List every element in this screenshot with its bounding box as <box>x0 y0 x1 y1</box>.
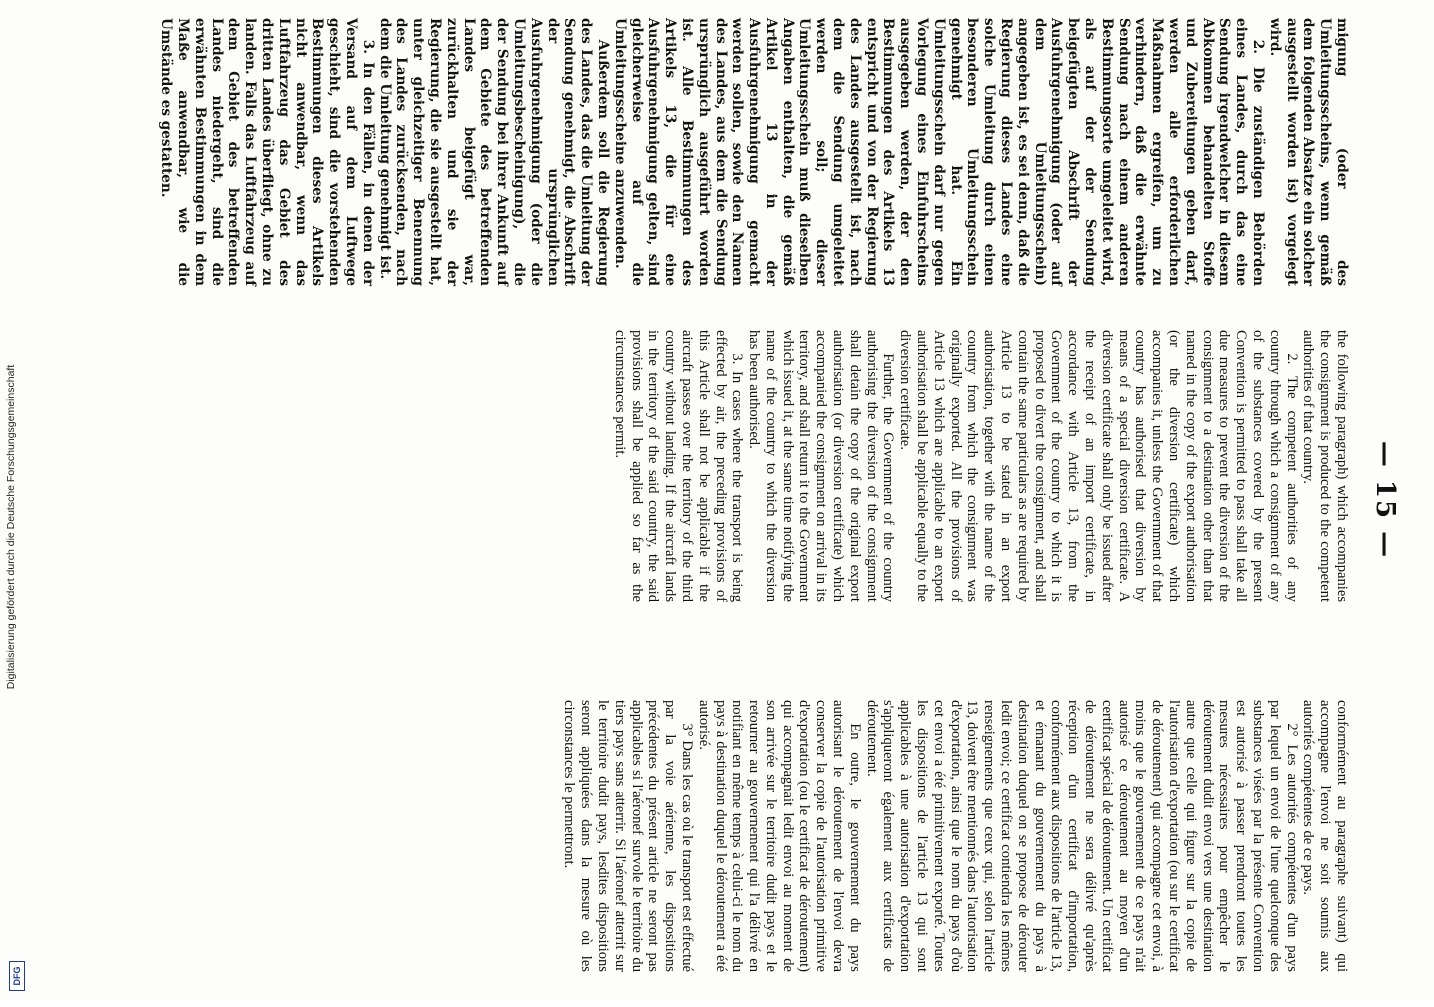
german-paragraph: Außerdem soll die Regierung des Landes, das die Umleitung der Sendung genehmigt, die Abschrift der ursprünglichen Ausfuhrgenehmigung (oder die Umleitungsbescheinigung), die der Sendung bei ihrer Ankunft auf dem Gebiete des betreffenden Landes beigefügt war, zurückhalten und sie der Regierung, die sie ausgestellt hat, unter gleichzeitiger Benennung des Landes zurücksenden, nach dem die Umleitung genehmigt ist. <box>376 18 611 286</box>
french-paragraph: 3° Dans les cas où le transport est effectué par la voie aérienne, les dispositions précédentes du présent article ne seront pas applicables si l'aéronef survole le territoire du tiers pays sans atterrir. Si l'aéronef atterrit sur le territoire dudit pays, lesdites dispositions seront appliquées dans la mesure où les circonstances le permettront. <box>561 700 695 972</box>
english-column <box>611 330 1350 602</box>
digitization-credit: Digitalisierung gefördert durch die Deutsche Forschungsgemeinschaft <box>5 364 17 690</box>
english-paragraph: the following paragraph) which accompanies the consignment is produced to the competent authorities of that country. <box>1300 330 1350 602</box>
german-paragraph: 3. In den Fällen, in denen der Versand auf dem Luftwege geschieht, sind die vorstehenden Bestimmungen dieses Artikels nicht anwendbar, wenn das Luftfahrzeug das Gebiet des dritten Landes überfliegt, ohne zu landen. Falls das Luftfahrzeug auf dem Gebiet des betreffenden Landes niedergeht, sind die erwähnten Bestimmungen in dem Maße anwendbar, wie die Umstände es gestatten. <box>158 18 376 286</box>
german-paragraph: migung (oder des Umleitungsscheins, wenn gemäß dem folgenden Absatze ein solcher ausgestellt worden ist) vorgelegt wird. <box>1266 18 1350 286</box>
french-paragraph: En outre, le gouvernement du pays autorisant le déroutement de l'envoi devra conserver la copie de l'autorisation primitive d'exportation (ou le certificat de déroutement) qui accompagnait ledit envoi au moment de son arrivée sur le territoire dudit pays et le retourner au gouvernement qui l'a délivré en notifiant en même temps à celui-ci le nom du pays à destination duquel le déroutement a été autorisé. <box>695 700 863 972</box>
english-paragraph: 2. The competent authorities of any country through which a consignment of any of the substances covered by the present Convention is permitted to pass shall take all due measures to prevent the diversion of the consignment to a destination other than that named in the copy of the export authorisation (or the diversion certificate) which accompanies it, unless the Government of that country has authorised that diversion by means of a special diversion certificate. A diversion certificate shall only be issued after the receipt of an import certificate, in accordance with Article 13, from the Government of the country to which it is proposed to divert the consignment, and shall contain the same particulars as are required by Article 13 to be stated in an export authorisation, together with the name of the country from which the consignment was originally exported. All the provisions of Article 13 which are applicable to an export authorisation shall be applicable equally to the diversion certificate. <box>897 330 1300 602</box>
english-paragraph: 3. In cases where the transport is being effected by air, the preceding provisions of this Article shall not be applicable if the aircraft passes over the territory of the third country without landing. If the aircraft lands in the territory of the said country, the said provisions shall be applied so far as the circumstances permit. <box>611 330 746 602</box>
page-number: — 15 — <box>1370 440 1400 560</box>
french-column <box>561 700 1350 972</box>
french-paragraph: 2° Les autorités compétentes d'un pays par lequel un envoi de l'une quelconque des substances visées par la présente Convention est autorisé à passer prendront toutes les mesures nécessaires pour empêcher le déroutement dudit envoi vers une destination autre que celle qui figure sur la copie de l'autorisation d'exportation (ou sur le certificat de déroutement) qui accompagne cet envoi, à moins que le gouvernement de ce pays n'ait autorisé ce déroutement au moyen d'un certificat spécial de déroutement. Un certificat de déroutement ne sera délivré qu'après réception d'un certificat d'importation, conformément aux dispositions de l'article 13, et émanant du gouvernement du pays à destination duquel on se propose de dérouter ledit envoi; ce certificat contiendra les mêmes renseignements que ceux qui, selon l'article 13, doivent être mentionnés dans l'autorisation d'exportation, ainsi que le nom du pays d'où cet envoi a été primitivement exporté. Toutes les dispositions de l'article 13 qui sont applicables à une autorisation d'exportation s'appliqueront également aux certificats de déroutement. <box>863 700 1300 972</box>
dfg-logo: DFG <box>9 961 25 991</box>
german-paragraph: 2. Die zuständigen Behörden eines Landes, durch das eine Sendung irgendwelcher in diesem Abkommen behandelten Stoffe und Zubereitungen geben darf, werden alle erforderlichen Maßnahmen ergreifen, um zu verhindern, daß die erwähnte Sendung nach einem anderen Bestimmungsorte umgeleitet wird, als auf der der Sendung beigefügten Abschrift der Ausfuhrgenehmigung (oder auf dem Umleitungsschein) angegeben ist, es sei denn, daß die Regierung dieses Landes eine solche Umleitung durch einen besonderen Umleitungsschein genehmigt hat. Ein Umleitungsschein darf nur gegen Vorlegung eines Einfuhrscheins ausgegeben werden, der den Bestimmungen des Artikels 13 entspricht und von der Regierung des Landes ausgestellt ist, nach dem die Sendung umgeleitet werden soll; dieser Umleitungsschein muß dieselben Angaben enthalten, die gemäß Artikel 13 in der Ausfuhrgenehmigung gemacht werden sollen, sowie den Namen des Landes, aus dem die Sendung ursprünglich ausgeführt worden ist. Alle Bestimmungen des Artikels 13, die für eine Ausfuhrgenehmigung gelten, sind gleicherweise auf die Umleitungsscheine anzuwenden. <box>611 18 1267 286</box>
german-column <box>157 18 1350 286</box>
english-paragraph: Further, the Government of the country authorising the diversion of the consignment shall detain the copy of the original export authorisation (or diversion certificate) which accompanied the consignment on arrival in its territory, and shall return it to the Government which issued it, at the same time notifying the name of the country to which the diversion has been authorised. <box>746 330 897 602</box>
french-paragraph: conformément au paragraphe suivant) qui accompagne l'envoi ne soit soumis aux autorités compétentes de ce pays. <box>1300 700 1350 972</box>
